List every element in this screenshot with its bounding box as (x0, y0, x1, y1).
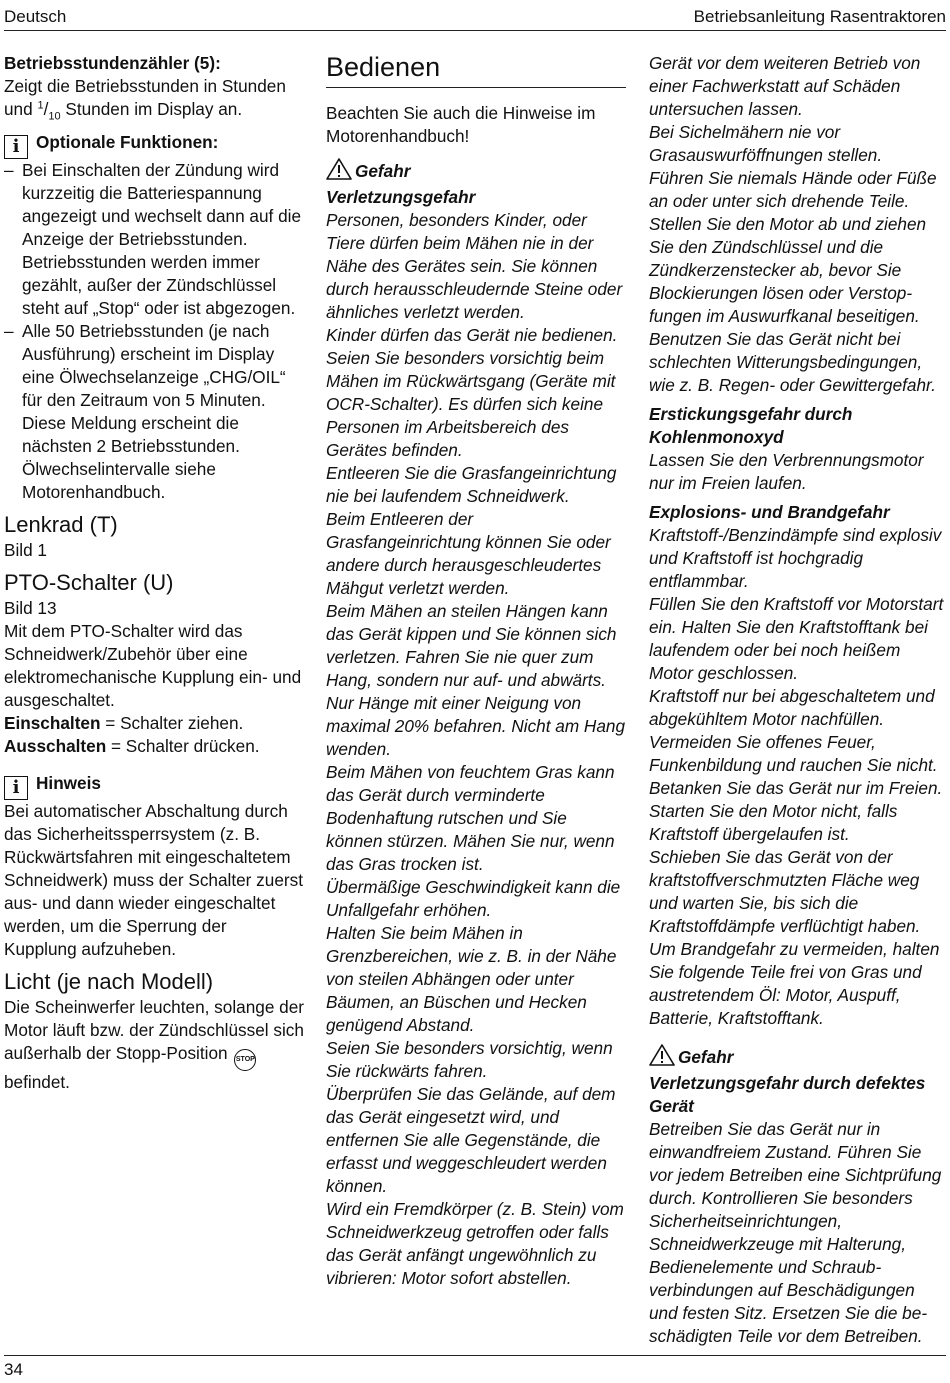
licht-text-post: befindet. (4, 1072, 70, 1092)
counter-text-pre: und (4, 99, 38, 119)
lenkrad-ref: Bild 1 (4, 540, 47, 560)
explosion-paragraphs (649, 524, 948, 1030)
optional-title: Optionale Funktionen: (36, 132, 219, 152)
header-title: Betriebsanleitung Rasentraktoren (693, 7, 946, 26)
paragraph: Vermeiden Sie offenes Feuer, Funkenbildung und rauchen Sie nicht. (649, 732, 938, 775)
counter-text-2 (4, 98, 304, 121)
intro-text: Beachten Sie auch die Hinweise im Motorenhandbuch! (326, 103, 596, 146)
footer-rule (4, 1355, 946, 1356)
paragraph: Wird ein Fremdkörper (z. B. Stein) vom Schneidwerkzeug getroffen oder falls das Gerät anfängt ungewöhnlich zu vibrieren: Motor sofort abstellen. (326, 1199, 624, 1288)
info-icon: i (4, 135, 28, 159)
dash-mark: – (4, 321, 14, 341)
counter-text: Zeigt die Betriebsstunden in Stunden (4, 76, 286, 96)
defekt-text: Betreiben Sie das Gerät nur in einwandfreiem Zustand. Führen Sie vor jedem Betreiben eine Sichtprüfung durch. Kontrollieren Sie besonders Sicherheitseinrichtungen, Schneidwerkzeuge mit Halterung, Bedienelemente und Schraubverbindungen auf Beschädigungen und festen Sitz. Ersetzen Sie die beschädigten Teile vor dem Betreiben. (649, 1119, 942, 1346)
section-title: Bedienen (326, 52, 441, 82)
counter-text-post: Stunden im Display an. (60, 99, 243, 119)
explosion-heading: Explosions- und Brandgefahr (649, 502, 890, 522)
fraction-denominator: 10 (48, 110, 61, 123)
dash-mark: – (4, 160, 14, 180)
verletzung-heading: Verletzungsgefahr (326, 187, 476, 207)
optional-item-2: Alle 50 Betriebsstunden (je nach Ausführung) erscheint im Display eine Ölwechselanzeige „CHG/OIL“ für den Zeitraum von 5 Minuten. Diese Meldung erscheint die nächsten 2 Betriebsstunden. Ölwechselintervalle siehe Motorenhandbuch. (22, 321, 286, 502)
optional-heading (4, 131, 304, 159)
paragraph: Halten Sie beim Mähen in Grenzbereichen, wie z. B. in der Nähe von steilen Abhängen oder unter Bäumen, an Büschen und Hecken genügend Abstand. (326, 923, 617, 1035)
paragraph: Benutzen Sie das Gerät nicht bei schlechten Witterungsbedingungen, wie z. B. Regen- oder Gewittergefahr. (649, 329, 936, 395)
column-right (649, 52, 948, 1348)
paragraph: Beim Mähen an steilen Hängen kann das Gerät kippen und Sie können sich verletzen. Fahren Sie nie quer zum Hang, sondern nur auf- und abwärts. Nur Hänge mit einer Neigung von maximal 20% befahren. Nicht am Hang wenden. (326, 601, 626, 759)
counter-title: Betriebsstundenzähler (5): (4, 53, 221, 73)
optional-item-1: Bei Einschalten der Zündung wird kurzzeitig die Batteriespannung angezeigt und wechselt dann auf die Anzeige der Betriebsstunden. Betriebsstunden werden immer gezählt, außer der Zündschlüssel steht auf „Stop“ oder ist abgezogen. (22, 160, 302, 318)
ausschalten-line (4, 735, 304, 758)
paragraph: Seien Sie besonders vorsichtig beim Mähen im Rückwärtsgang (Geräte mit OCR-Schalter). Es dürfen sich keine Personen im Arbeitsbereich des Gerätes befinden. (326, 348, 616, 460)
ausschalten-label: Ausschalten (4, 736, 107, 756)
page-number: 34 (4, 1360, 23, 1379)
paragraph: Kraftstoff-/Benzindämpfe sind explosiv und Kraftstoff ist hochgradig entflammbar. (649, 525, 942, 591)
paragraph: Beim Entleeren der Grasfangeinrichtung können Sie oder andere durch herausgeschleudertes Mähgut verletzt werden. (326, 509, 611, 598)
column-left (4, 52, 304, 1094)
ausschalten-text: = Schalter drücken. (106, 736, 260, 756)
section-title-wrap (326, 52, 626, 88)
paragraph: Bei Sichelmähern nie vor Grasauswurföffnungen stellen. (649, 122, 883, 165)
paragraph: Personen, besonders Kinder, oder Tiere dürfen beim Mähen nie in der Nähe des Gerätes sein. Sie können durch herausschleudernde Steine oder ähnliches verletzt werden. (326, 210, 623, 322)
paragraph: Schieben Sie das Gerät von der kraftstoffverschmutzten Fläche weg und warten Sie, bis sich die Kraftstoffdämpfe verflüchtigt haben. (649, 847, 921, 936)
fraction-slash: / (43, 99, 49, 119)
einschalten-text: = Schalter ziehen. (100, 713, 244, 733)
continued-paragraphs (649, 52, 948, 397)
header-rule (4, 30, 946, 31)
warning-icon (649, 1044, 675, 1072)
paragraph: Übermäßige Geschwindigkeit kann die Unfallgefahr erhöhen. (326, 877, 621, 920)
warning-icon (326, 158, 352, 186)
list-item (4, 320, 304, 504)
hinweis-title: Hinweis (36, 773, 101, 793)
paragraph: Seien Sie besonders vorsichtig, wenn Sie rückwärts fahren. (326, 1038, 613, 1081)
hinweis-text: Bei automatischer Abschaltung durch das Sicherheitssperrsystem (z. B. Rückwärtsfahren mit eingeschaltetem Schneidwerk) muss der Schalter zuerst aus- und dann wieder eingeschaltet werden, um die Sperrung der Kupplung aufzuheben. (4, 801, 303, 959)
gefahr-heading (649, 1044, 948, 1072)
gefahr-label: Gefahr (355, 161, 411, 181)
erstickung-text: Lassen Sie den Verbrennungsmotor nur im Freien laufen. (649, 450, 924, 493)
defekt-heading: Verletzungsgefahr durch defektes Gerät (649, 1073, 926, 1116)
header-language: Deutsch (4, 7, 67, 26)
paragraph: Um Brandgefahr zu vermeiden, halten Sie folgende Teile frei von Gras und austretendem Öl: Motor, Auspuff, Batterie, Kraftstofftank. (649, 939, 940, 1028)
pto-text: Mit dem PTO-Schalter wird das Schneidwerk/Zubehör über eine elektromechanische Kupplung ein- und ausgeschaltet. (4, 621, 302, 710)
danger-paragraphs (326, 209, 626, 1290)
paragraph: Überprüfen Sie das Gelände, auf dem das Gerät eingesetzt wird, und entfernen Sie alle Gegenstände, die erfasst und weggeschleudert werden können. (326, 1084, 616, 1196)
paragraph: Entleeren Sie die Grasfangeinrichtung nie bei laufendem Schneidwerk. (326, 463, 617, 506)
paragraph: Gerät vor dem weiteren Betrieb von einer Fachwerkstatt auf Schäden untersuchen lassen. (649, 53, 921, 119)
hinweis-heading (4, 772, 304, 800)
erstickung-heading: Erstickungsgefahr durch Kohlenmonoxyd (649, 404, 853, 447)
gefahr-label: Gefahr (678, 1047, 734, 1067)
column-middle (326, 52, 626, 1290)
paragraph: Stellen Sie den Motor ab und ziehen Sie den Zündschlüssel und die Zündkerzenstecker ab, bevor Sie Blockierungen lösen oder Verstopfungen im Auswurfkanal beseitigen. (649, 214, 927, 326)
licht-text-pre: Die Scheinwerfer leuchten, solange der Motor läuft bzw. der Zündschlüssel sich außerhalb der Stopp-Position (4, 997, 305, 1063)
lenkrad-heading: Lenkrad (T) (4, 512, 118, 537)
list-item (4, 159, 304, 320)
einschalten-line (4, 712, 304, 735)
licht-text (4, 996, 304, 1094)
gefahr-heading (326, 158, 626, 186)
einschalten-label: Einschalten (4, 713, 101, 733)
paragraph: Füllen Sie den Kraftstoff vor Motorstart ein. Halten Sie den Kraftstofftank bei laufendem oder bei noch heißem Motor geschlossen. (649, 594, 944, 683)
stop-icon: STOP (234, 1049, 256, 1071)
pto-heading: PTO-Schalter (U) (4, 570, 174, 595)
info-icon: i (4, 776, 28, 800)
paragraph: Betanken Sie das Gerät nur im Freien. (649, 778, 943, 798)
fraction-numerator: 1 (37, 99, 44, 112)
paragraph: Starten Sie den Motor nicht, falls Kraftstoff übergelaufen ist. (649, 801, 898, 844)
paragraph: Kraftstoff nur bei abgeschaltetem und abgekühltem Motor nachfüllen. (649, 686, 935, 729)
pto-ref: Bild 13 (4, 598, 57, 618)
paragraph: Führen Sie niemals Hände oder Füße an oder unter sich drehende Teile. (649, 168, 937, 211)
paragraph: Beim Mähen von feuchtem Gras kann das Gerät durch verminderte Bodenhaftung rutschen und Sie können stürzen. Mähen Sie nur, wenn das Gras trocken ist. (326, 762, 615, 874)
paragraph: Kinder dürfen das Gerät nie bedienen. (326, 325, 618, 345)
licht-heading: Licht (je nach Modell) (4, 969, 214, 994)
